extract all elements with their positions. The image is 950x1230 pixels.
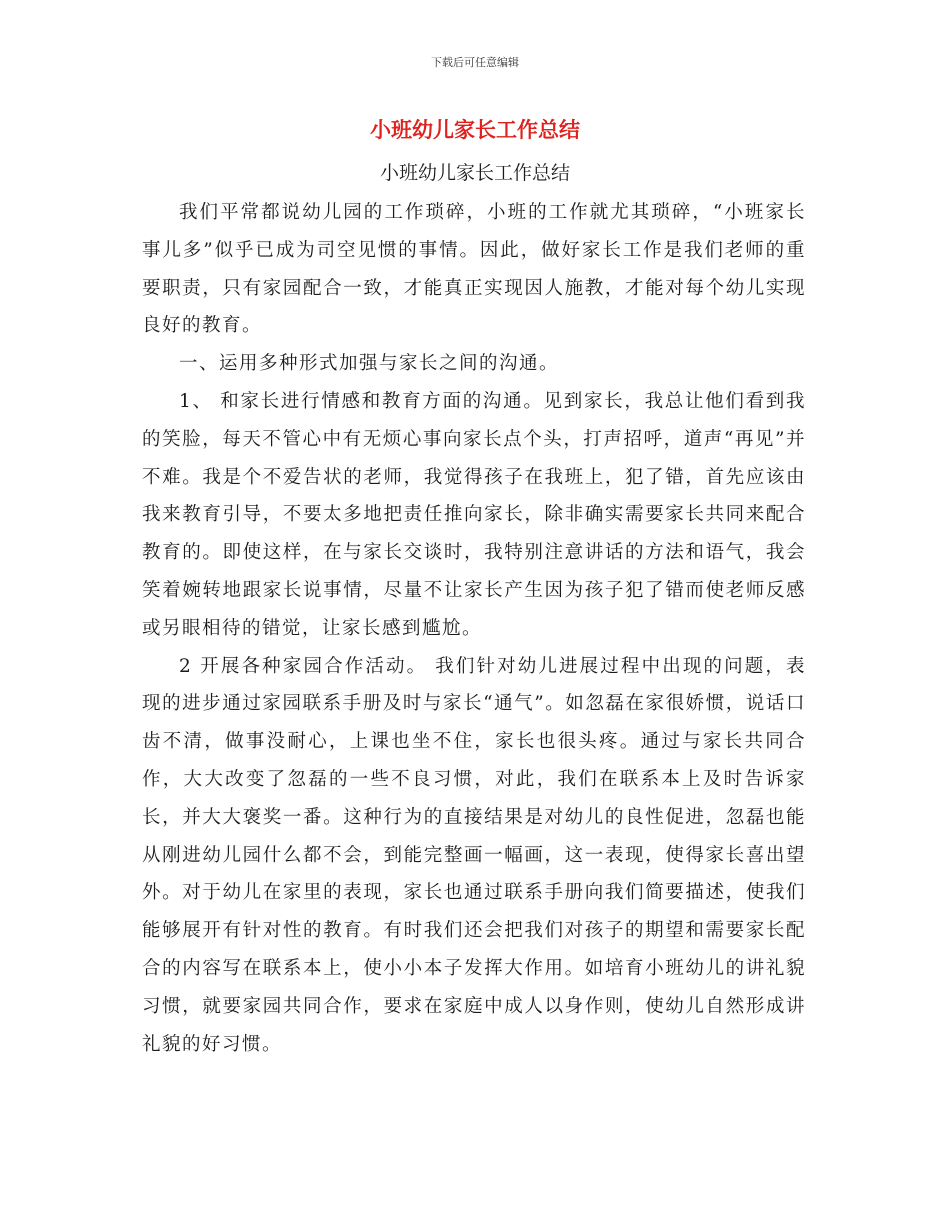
paragraph-item-2: 2 开展各种家园合作活动。 我们针对幼儿进展过程中出现的问题，表现的进步通过家园联系手册及时与家长“通气”。如忽磊在家很娇惯，说话口齿不清，做事没耐心，上课也坐不住，家长也很头疼。通过与家长共同合作，大大改变了忽磊的一些不良习惯，对此，我们在联系本上及时告诉家长，并大大褒奖一番。这种行为的直接结果是对幼儿的良性促进，忽磊也能从刚进幼儿园什么都不会，到能完整画一幅画，这一表现，使得家长喜出望外。对于幼儿在家里的表现，家长也通过联系手册向我们简要描述，使我们能够展开有针对性的教育。有时我们还会把我们对孩子的期望和需要家长配合的内容写在联系本上，使小小本子发挥大作用。如培育小班幼儿的讲礼貌习惯，就要家园共同合作，要求在家庭中成人以身作则，使幼儿自然形成讲礼貌的好习惯。 — [142, 655, 806, 1055]
header-note: 下载后可任意编辑 — [431, 56, 519, 69]
document-title: 小班幼儿家长工作总结 — [370, 118, 580, 142]
paragraph-intro: 我们平常都说幼儿园的工作琐碎，小班的工作就尤其琐碎，“小班家长事儿多”似乎已成为司空见惯的事情。因此，做好家长工作是我们老师的重要职责，只有家园配合一致，才能真正实现因人施教，才能对每个幼儿实现良好的教育。 — [142, 202, 806, 337]
document-body — [142, 194, 806, 1063]
document-subtitle: 小班幼儿家长工作总结 — [379, 162, 570, 184]
section-heading-1: 一、运用多种形式加强与家长之间的沟通。 — [179, 353, 560, 375]
paragraph-item-1: 1、 和家长进行情感和教育方面的沟通。见到家长，我总让他们看到我的笑脸，每天不管心中有无烦心事向家长点个头，打声招呼，道声“再见”并不难。我是个不爱告状的老师，我觉得孩子在我班上，犯了错，首先应该由我来教育引导，不要太多地把责任推向家长，除非确实需要家长共同来配合教育的。即使这样，在与家长交谈时，我特别注意讲话的方法和语气，我会笑着婉转地跟家长说事情，尽量不让家长产生因为孩子犯了错而使老师反感或另眼相待的错觉，让家长感到尴尬。 — [142, 390, 806, 639]
